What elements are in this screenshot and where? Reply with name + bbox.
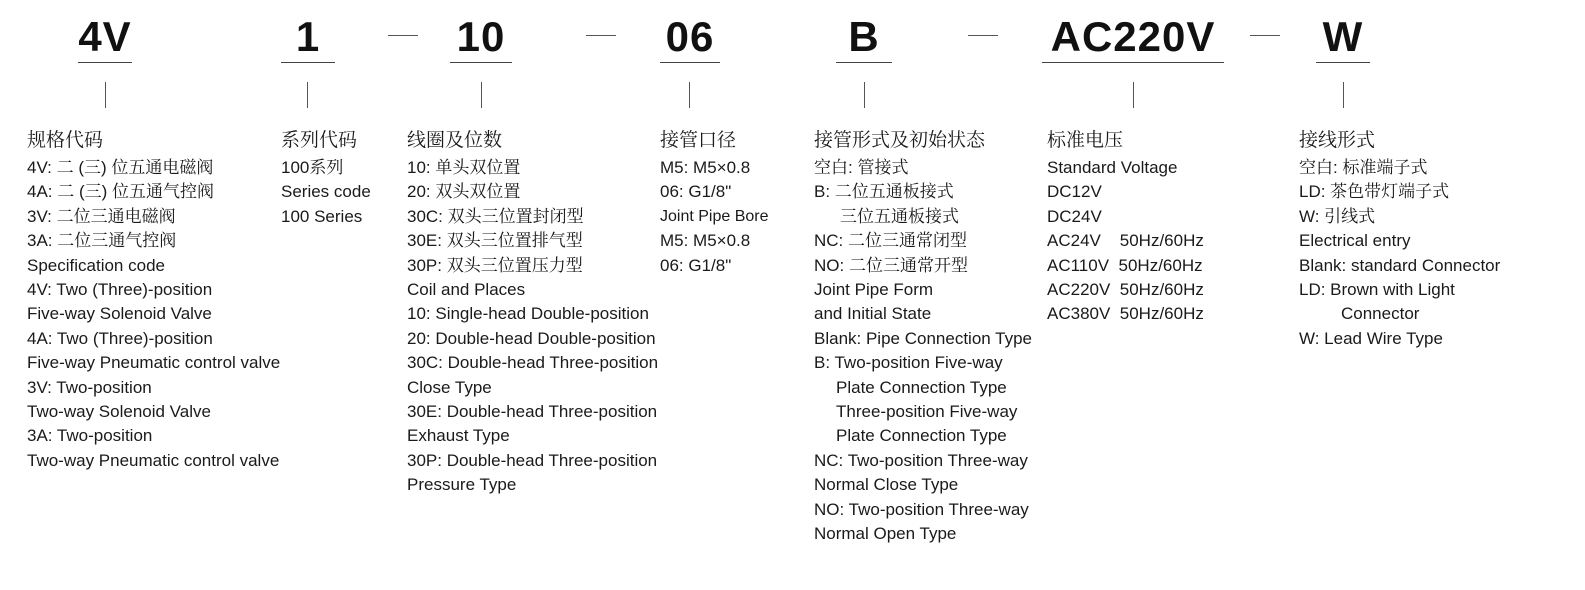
form-line: 空白: 管接式 [814,158,909,177]
form-line: Blank: Pipe Connection Type [814,328,1032,348]
spec-line: 3V: 二位三通电磁阀 [27,206,176,226]
voltage-line: AC24V 50Hz/60Hz [1047,231,1204,251]
tick-spec [105,82,106,108]
wiring-title: 接线形式 [1299,130,1376,151]
voltage-line: AC220V 50Hz/60Hz [1047,280,1204,300]
coil-line: 30C: 双头三位置封闭型 [407,206,584,226]
spec-line: 4V: 二 (三) 位五通电磁阀 [27,158,214,177]
wiring-line: Connector [1341,304,1420,324]
series-line: Series code [281,182,371,202]
spec-line: 4A: Two (Three)-position [27,328,213,348]
wiring-line: 空白: 标准端子式 [1299,158,1428,177]
code-form: B [836,12,892,63]
series-line: 100系列 [281,158,344,177]
voltage-column [1047,126,1204,327]
separator-4 [1250,35,1280,36]
bore-line: 06: G1/8" [660,255,732,275]
bore-line: Joint Pipe Bore [660,207,769,225]
separator-3 [968,35,998,36]
form-line: Plate Connection Type [836,426,1007,446]
wiring-line: Blank: standard Connector [1299,255,1501,275]
coil-column [407,126,658,498]
voltage-line: Standard Voltage [1047,158,1178,177]
form-title: 接管形式及初始状态 [814,130,986,151]
wiring-line: Electrical entry [1299,231,1411,251]
form-line: and Initial State [814,304,932,324]
series-line: 100 Series [281,206,363,226]
bore-line: M5: M5×0.8 [660,158,751,177]
tick-form [864,82,865,108]
separator-1 [388,35,418,36]
coil-line: 30P: 双头三位置压力型 [407,255,583,275]
tick-series [307,82,308,108]
form-line: Plate Connection Type [836,377,1007,397]
voltage-line: DC12V [1047,182,1102,202]
wiring-line: LD: 茶色带灯端子式 [1299,182,1450,202]
series-title: 系列代码 [281,130,358,151]
voltage-title: 标准电压 [1047,130,1124,151]
code-bore: 06 [660,12,720,63]
form-line: NC: Two-position Three-way [814,450,1028,470]
voltage-line: AC380V 50Hz/60Hz [1047,304,1204,324]
voltage-line: DC24V [1047,206,1102,226]
spec-line: Five-way Pneumatic control valve [27,353,281,373]
code-wiring: W [1316,12,1370,63]
wiring-column [1299,126,1500,351]
coil-line: 30C: Double-head Three-position [407,353,659,373]
spec-line: 4V: Two (Three)-position [27,280,213,300]
coil-line: Pressure Type [407,475,517,495]
code-voltage: AC220V [1042,12,1224,63]
coil-line: 30E: Double-head Three-position [407,402,658,422]
spec-line: 3A: Two-position [27,426,153,446]
spec-line: Five-way Solenoid Valve [27,304,212,324]
form-line: 三位五通板接式 [840,206,959,226]
coil-line: 10: Single-head Double-position [407,304,649,324]
form-line: NO: 二位三通常开型 [814,255,968,275]
coil-line: 30P: Double-head Three-position [407,450,658,470]
tick-bore [689,82,690,108]
coil-line: 20: Double-head Double-position [407,328,656,348]
code-series: 1 [281,12,335,63]
spec-title: 规格代码 [27,130,104,151]
spec-line: Two-way Pneumatic control valve [27,450,280,470]
form-line: NC: 二位三通常闭型 [814,231,967,251]
series-column [281,126,371,229]
coil-line: Coil and Places [407,280,526,300]
code-spec: 4V [78,12,132,63]
coil-title: 线圈及位数 [407,130,503,151]
form-line: Normal Close Type [814,475,959,495]
form-line: Joint Pipe Form [814,280,934,300]
coil-line: 30E: 双头三位置排气型 [407,231,583,251]
tick-voltage [1133,82,1134,108]
code-coil: 10 [450,12,512,63]
coil-line: Exhaust Type [407,426,510,446]
bore-column [660,126,769,278]
spec-line: 4A: 二 (三) 位五通气控阀 [27,182,215,202]
wiring-line: W: Lead Wire Type [1299,328,1443,348]
tick-coil [481,82,482,108]
coil-line: Close Type [407,377,492,397]
wiring-line: W: 引线式 [1299,206,1376,226]
separator-2 [586,35,616,36]
form-line: Normal Open Type [814,524,957,544]
coil-line: 10: 单头双位置 [407,158,521,177]
form-line: B: 二位五通板接式 [814,182,954,202]
form-line: Three-position Five-way [836,402,1018,422]
form-line: NO: Two-position Three-way [814,499,1029,519]
spec-line: Specification code [27,255,165,275]
spec-column [27,126,280,473]
bore-title: 接管口径 [660,130,737,151]
form-line: B: Two-position Five-way [814,353,1003,373]
wiring-line: LD: Brown with Light [1299,280,1455,300]
bore-line: M5: M5×0.8 [660,231,751,251]
spec-line: 3V: Two-position [27,377,152,397]
voltage-line: AC110V 50Hz/60Hz [1047,255,1203,275]
coil-line: 20: 双头双位置 [407,182,521,202]
bore-line: 06: G1/8" [660,182,732,202]
spec-line: 3A: 二位三通气控阀 [27,231,177,251]
spec-line: Two-way Solenoid Valve [27,402,211,422]
form-column [814,126,1032,547]
tick-wiring [1343,82,1344,108]
